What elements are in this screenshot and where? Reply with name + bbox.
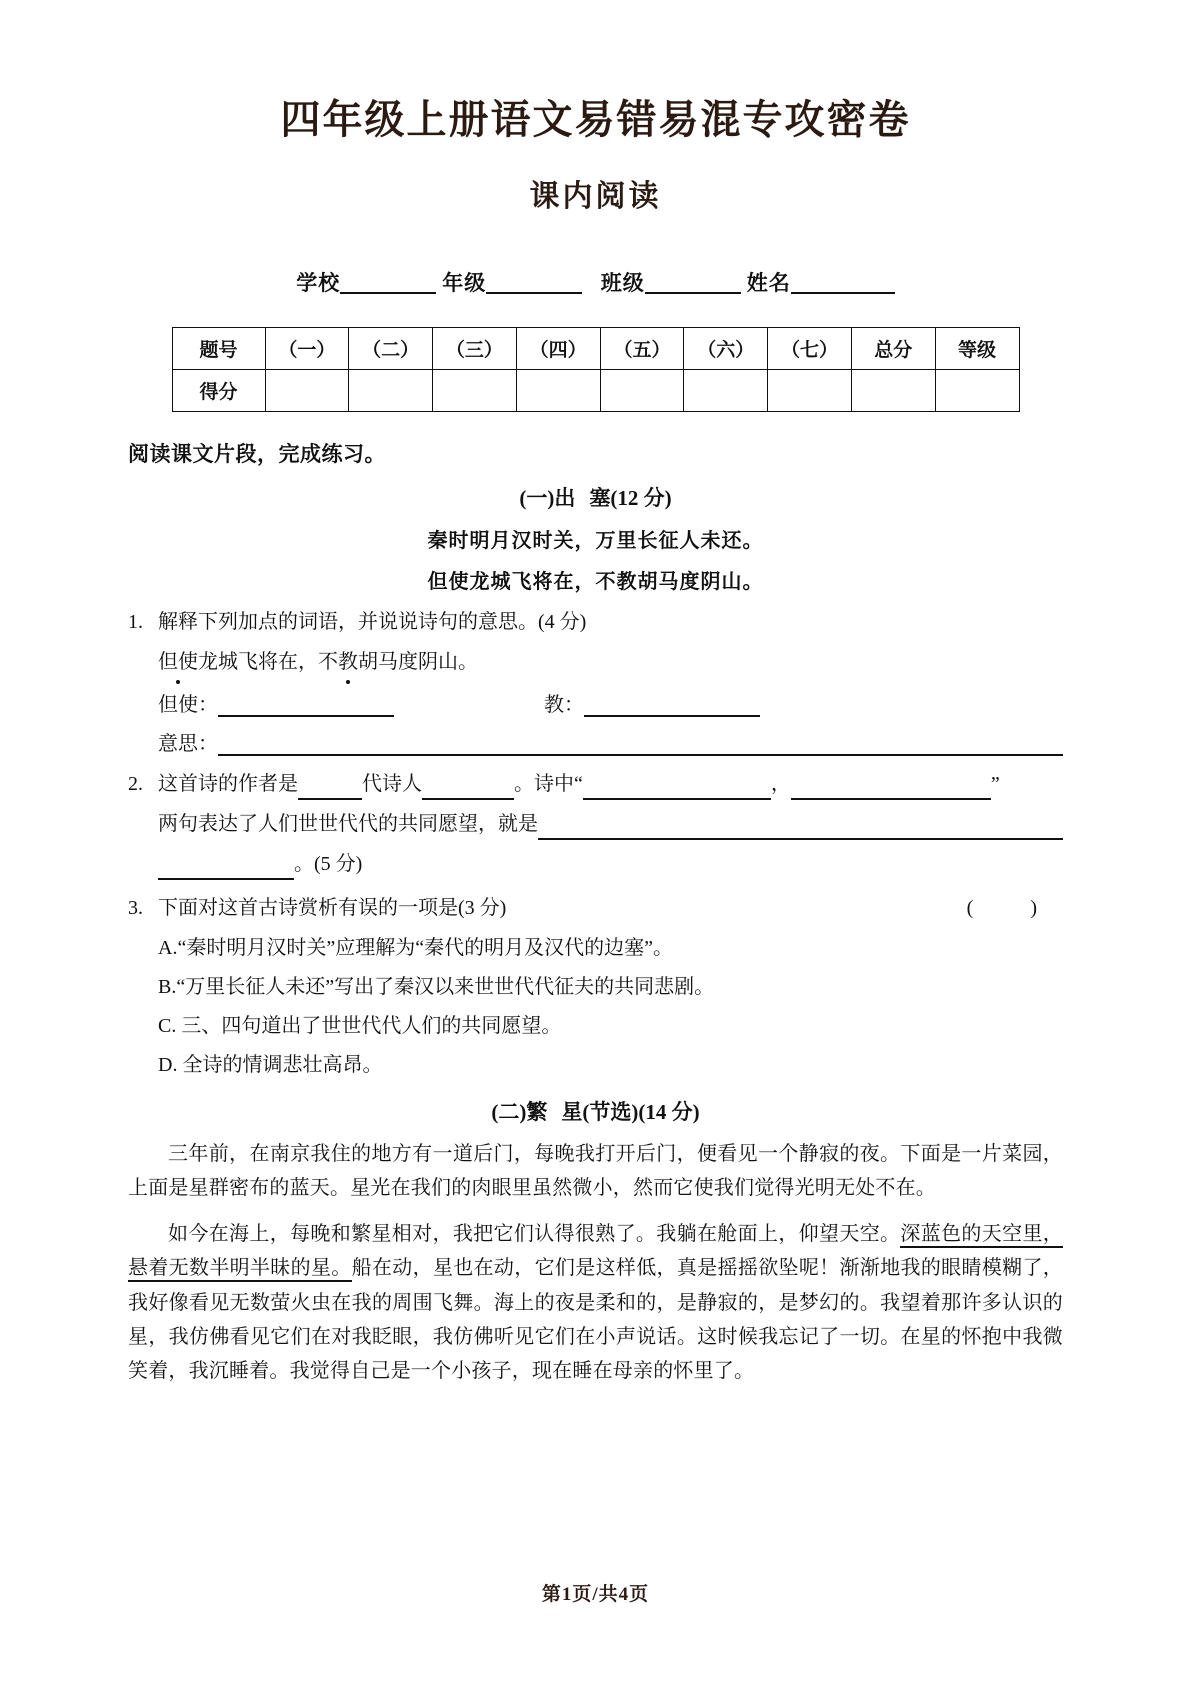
question-2-line-2 [158,800,1063,840]
question-2-blank-dynasty[interactable] [298,798,362,800]
name-blank[interactable] [791,292,895,294]
score-table-col-total: 总分 [851,328,935,370]
score-table-col-2: （二） [349,328,433,370]
question-1-quote [128,638,1063,678]
score-cell-7[interactable] [768,370,852,412]
passage-p2-before: 如今在海上，每晚和繁星相对，我把它们认得很熟了。我躺在舱面上，仰望天空。 [168,1222,901,1245]
school-label: 学校 [296,271,341,295]
passage-p2-underlined: 深蓝色的天空里，悬着无数半明半昧的星。 [128,1223,1063,1282]
passage-paragraph-1: 三年前，在南京我住的地方有一道后门，每晚我打开后门，便看见一个静寂的夜。下面是一片菜园，上面是星群密布的蓝天。星光在我们的肉眼里虽然微小，然而它使我们觉得光明无处不在。 [128,1143,1063,1200]
score-cell-grade[interactable] [935,370,1019,412]
name-label: 姓名 [746,271,791,295]
question-3-option-a[interactable]: A.“秦时明月汉时关”应理解为“秦代的明月及汉代的边塞”。 [158,937,673,959]
score-cell-1[interactable] [265,370,349,412]
score-table-col-4: （四） [516,328,600,370]
school-field[interactable] [296,271,436,295]
question-2-line-1 [158,769,1063,800]
score-row-label: 得分 [172,370,265,412]
question-1-fill-2-blank[interactable] [584,715,760,717]
question-1-fill-row-2 [128,717,1063,756]
question-1 [128,594,1063,638]
page-title: 四年级上册语文易错易混专攻密卷 [280,97,911,142]
grade-blank[interactable] [486,292,582,294]
question-1-emphasis-b: 教 [338,647,358,678]
question-1-quote-end: 胡马度阴山。 [358,651,478,673]
score-table-col-3: （三） [433,328,517,370]
score-table-row-label: 题号 [172,328,265,370]
question-3-option-d[interactable]: D. 全诗的情调悲壮高昂。 [158,1054,383,1076]
question-3-number: 3. [128,897,143,919]
question-1-text: 解释下列加点的词语，并说说诗句的意思。(4 分) [158,611,587,633]
passage-p2-after: 船在动，星也在动，它们是这样低，真是摇摇欲坠呢！渐渐地我的眼睛模糊了，我好像看见无数萤火虫在我的周围飞舞。海上的夜是柔和的，是静寂的，是梦幻的。我望着那许多认识的星，我仿佛看见它们在对我眨眼，我仿佛听见它们在小声说话。这时候我忘记了一切。在星的怀抱中我微笑着，我沉睡着。我觉得自己是一个小孩子，现在睡在母亲的怀里了。 [128,1257,1064,1383]
question-2-blank-wish[interactable] [538,838,1063,840]
grade-field[interactable] [442,271,582,295]
question-2-text-a: 这首诗的作者是 [158,773,298,795]
question-1-fill-3-label: 意思： [158,733,218,755]
score-table-col-7: （七） [768,328,852,370]
question-1-fill-1-blank[interactable] [218,715,394,717]
section-two-excerpt: (节选) [582,1100,639,1124]
question-3-answer-box[interactable]: ( ) [966,897,1063,919]
section-two-prefix: (二)繁 [491,1100,548,1124]
class-field[interactable] [601,271,741,295]
question-1-quote-mid: 龙城飞将在，不 [198,651,338,673]
question-1-fill-1-label: 但使： [158,694,218,716]
score-table-col-5: （五） [600,328,684,370]
question-1-fill-2-label: 教： [544,694,584,716]
question-1-number: 1. [128,611,143,633]
section-one-prefix: (一)出 [519,486,576,510]
page-subtitle: 课内阅读 [529,180,662,213]
score-cell-4[interactable] [516,370,600,412]
section-two-title: 星 [561,1100,583,1124]
poem-line-1: 秦时明月汉时关，万里长征人未还。 [427,530,764,552]
question-1-fill-row-1 [128,678,1063,717]
student-info-line [128,215,1063,297]
question-2-text-e: ” [990,773,1000,795]
instruction-text: 阅读课文片段，完成练习。 [128,442,386,466]
school-blank[interactable] [340,292,436,294]
question-3-text: 下面对这首古诗赏析有误的一项是(3 分) [158,897,507,919]
class-blank[interactable] [645,292,741,294]
score-table-col-6: （六） [684,328,768,370]
score-table-col-grade: 等级 [935,328,1019,370]
section-two-points: (14 分) [638,1100,700,1124]
question-3 [128,880,1063,924]
question-2-text-d: ， [770,773,791,795]
question-2 [128,756,1063,880]
table-row-header [172,328,1019,370]
question-2-blank-quote-1[interactable] [583,798,771,800]
score-cell-3[interactable] [433,370,517,412]
poem-line-2: 但使龙城飞将在，不教胡马度阴山。 [427,571,764,593]
name-field[interactable] [747,271,895,295]
section-one-heading [128,468,1063,512]
question-2-text-b: 代诗人 [362,773,422,795]
score-cell-5[interactable] [600,370,684,412]
section-one-points: (12 分) [610,486,672,510]
page-footer: 第1页/共4页 [541,1584,650,1605]
question-2-text-f: 两句表达了人们世世代代的共同愿望，就是 [158,813,538,835]
score-table-col-1: （一） [265,328,349,370]
question-3-option-b[interactable]: B.“万里长征人未还”写出了秦汉以来世世代代征夫的共同悲剧。 [158,976,715,998]
table-row-scores [172,370,1019,412]
section-one-title: 塞 [589,486,611,510]
passage-paragraph-2 [128,1206,1063,1389]
grade-label: 年级 [442,271,487,295]
question-2-blank-poet[interactable] [422,798,514,800]
question-3-option-c[interactable]: C. 三、四句道出了世世代代人们的共同愿望。 [158,1015,562,1037]
question-2-blank-quote-2[interactable] [791,798,991,800]
section-two-heading [128,1080,1063,1126]
question-2-text-g: 。(5 分) [294,853,363,875]
question-2-number: 2. [128,773,143,795]
score-table [172,327,1020,412]
question-2-line-3 [158,840,1063,880]
class-label: 班级 [600,271,645,295]
score-cell-2[interactable] [349,370,433,412]
question-1-emphasis-a: 但使 [158,647,198,678]
question-2-text-c: 。诗中“ [514,773,583,795]
score-cell-6[interactable] [684,370,768,412]
score-cell-total[interactable] [851,370,935,412]
